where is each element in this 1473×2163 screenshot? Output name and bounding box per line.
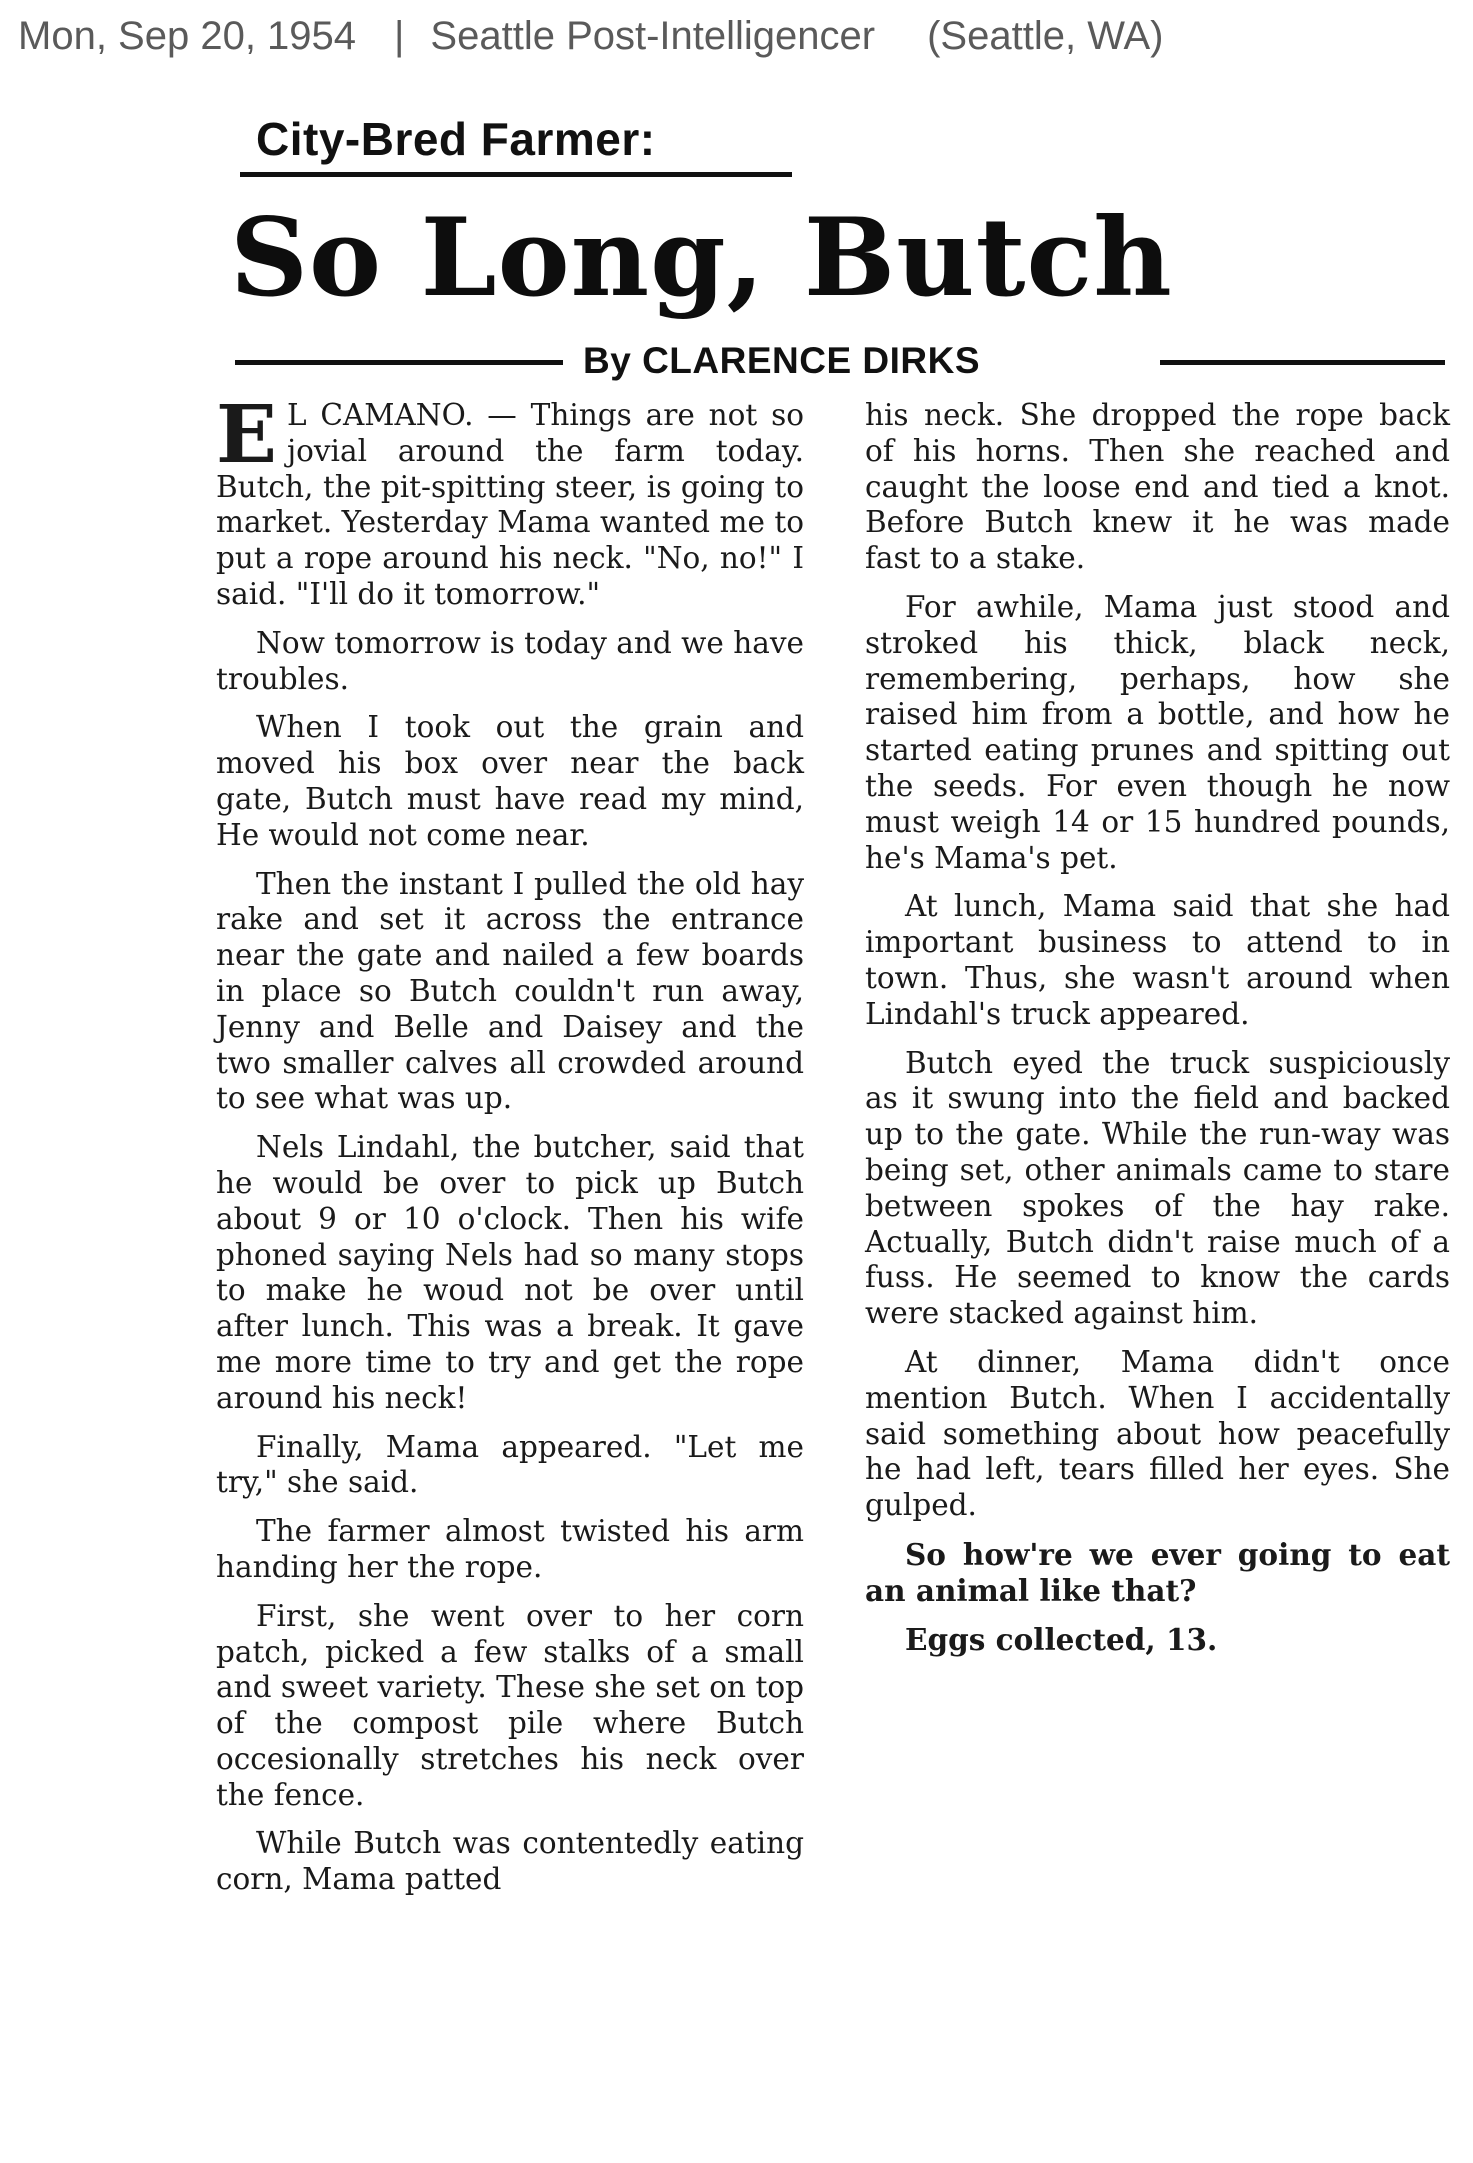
paragraph-1	[216, 387, 804, 613]
paragraph-4: Then the instant I pulled the old hay rake and set it across the entrance near the gate and nailed a few boards in place so Butch couldn't run away, Jenny and Belle and Daisey and the two smaller calves all crowded around to see what was up.	[216, 866, 804, 1116]
closing-line: So how're we ever going to eat an animal like that?	[865, 1536, 1450, 1608]
paragraph-9: While Butch was contentedly eating corn, Mama patted	[216, 1826, 804, 1897]
byline-row	[235, 336, 1445, 386]
paragraph-8: First, she went over to her corn patch, picked a few stalks of a small and sweet variety. These she set on top of the compost pile where Butch occesionally stretches his neck over the fence.	[216, 1598, 804, 1812]
byline-rule-left	[235, 360, 563, 365]
publication-location: (Seattle, WA)	[927, 13, 1164, 58]
sign-off: Eggs collected, 13.	[905, 1621, 1218, 1657]
article-kicker: City-Bred Farmer:	[256, 113, 656, 165]
clipping-header	[0, 0, 1473, 72]
drop-cap: E	[216, 387, 277, 481]
article-clipping	[200, 100, 1460, 2060]
paragraph-11: At lunch, Mama said that she had important business to attend to in town. Thus, she wasn't around when Lindahl's truck appeared.	[865, 889, 1450, 1031]
left-column	[216, 387, 804, 1911]
paragraph-3: When I took out the grain and moved his box over near the back gate, Butch must have read my mind, He would not come near.	[216, 710, 804, 852]
paragraph-10: For awhile, Mama just stood and stroked his thick, black neck, remembering, perhaps, how she raised him from a bottle, and how he started eating prunes and spitting out the seeds. For even though he now must weigh 14 or 15 hundred pounds, he's Mama's pet.	[865, 589, 1450, 875]
paragraph-6: Finally, Mama appeared. "Let me try," she said.	[216, 1429, 804, 1500]
kicker-underline	[240, 172, 792, 177]
paragraph-9-continued: his neck. She dropped the rope back of his horns. Then she reached and caught the loose end and tied a knot. Before Butch knew it he was made fast to a stake.	[865, 398, 1450, 576]
publication-date: Mon, Sep 20, 1954	[18, 13, 357, 58]
right-column	[865, 398, 1450, 1670]
article-byline: By CLARENCE DIRKS	[583, 340, 981, 381]
paragraph-12: Butch eyed the truck suspiciously as it swung into the field and backed up to the gate. While the run-way was being set, other animals came to stare between spokes of the hay rake. Actually, Butch didn't raise much of a fuss. He seemed to know the cards were stacked against him.	[865, 1045, 1450, 1331]
article-headline: So Long, Butch	[230, 195, 1173, 321]
paragraph-2: Now tomorrow is today and we have troubles.	[216, 625, 804, 696]
paragraph-13: At dinner, Mama didn't once mention Butch. When I accidentally said something about how peacefully he had left, tears filled her eyes. She gulped.	[865, 1344, 1450, 1523]
paragraph-7: The farmer almost twisted his arm handing her the rope.	[216, 1514, 804, 1584]
header-separator: |	[394, 13, 405, 58]
byline-rule-right	[1160, 360, 1445, 365]
paragraph-1-text: L CAMANO. — Things are not so jovial around the farm today. Butch, the pit-spitting steer, is going to market. Yesterday Mama wanted me to put a rope around his neck. "No, no!" I said. "I'll do it tomorrow."	[216, 398, 804, 611]
paragraph-5: Nels Lindahl, the butcher, said that he would be over to pick up Butch about 9 or 10 o'clock. Then his wife phoned saying Nels had so many stops to make he woud not be over until after lunch. This was a break. It gave me more time to try and get the rope around his neck!	[216, 1130, 804, 1415]
newspaper-name: Seattle Post-Intelligencer	[430, 13, 876, 58]
